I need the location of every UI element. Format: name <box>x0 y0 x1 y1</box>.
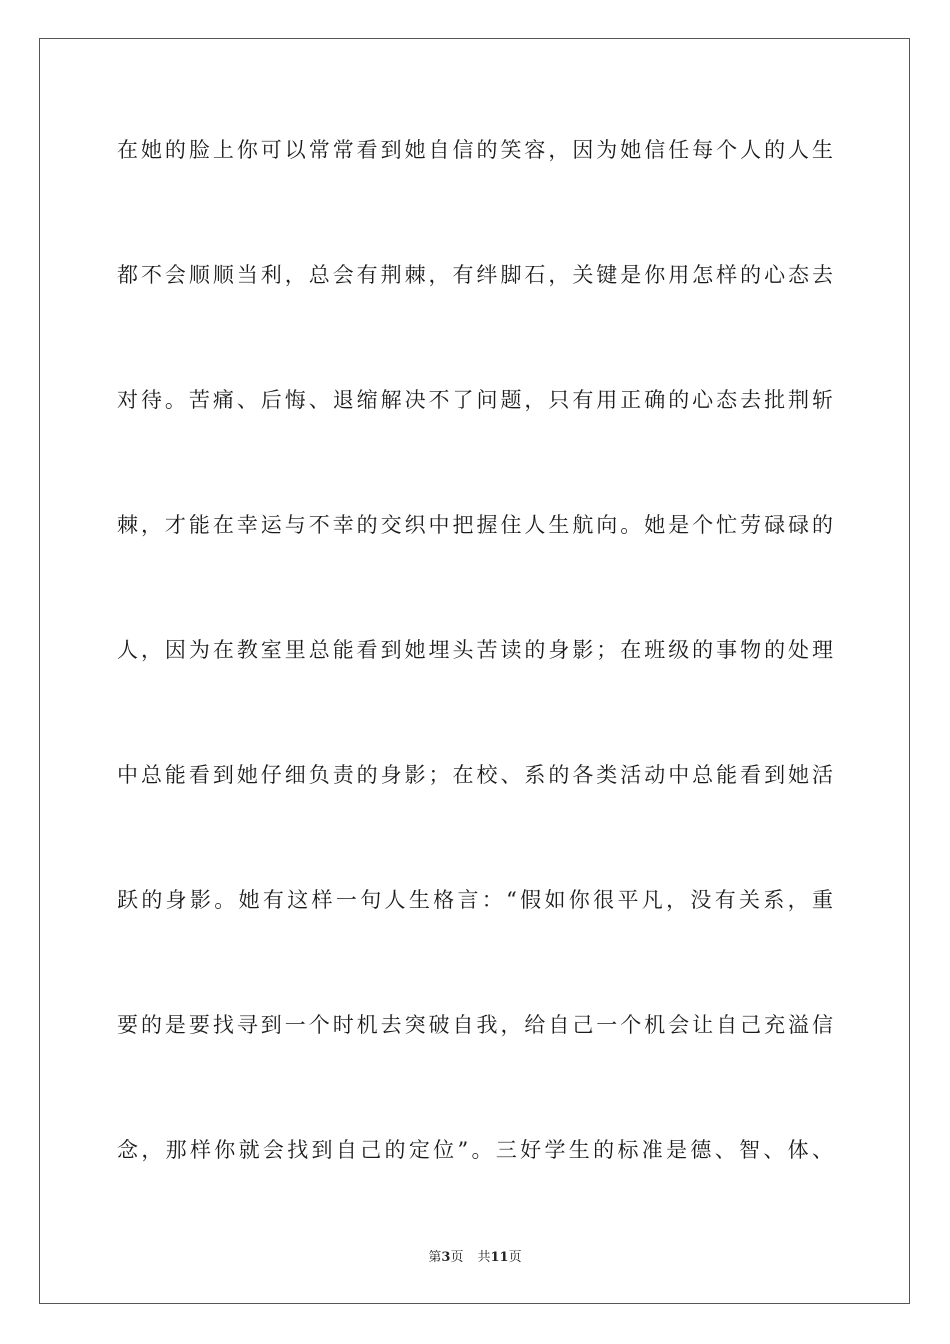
body-text-line-4: 棘，才能在幸运与不幸的交织中把握住人生航向。她是个忙劳碌碌的 <box>117 513 833 537</box>
page-number: 第3页 <box>428 1250 464 1265</box>
body-text-line-2: 都不会顺顺当利，总会有荆棘，有绊脚石，关键是你用怎样的心态去 <box>117 263 833 287</box>
body-text-line-6: 中总能看到她仔细负责的身影；在校、系的各类活动中总能看到她活 <box>117 763 833 787</box>
page-footer <box>0 1246 950 1265</box>
page-border <box>39 38 910 1304</box>
body-text-line-1: 在她的脸上你可以常常看到她自信的笑容，因为她信任每个人的人生 <box>117 138 833 162</box>
page-total: 共11页 <box>477 1250 522 1265</box>
body-text-line-3: 对待。苦痛、后悔、退缩解决不了问题，只有用正确的心态去批荆斩 <box>117 388 833 412</box>
body-text-line-7: 跃的身影。她有这样一句人生格言：“假如你很平凡，没有关系，重 <box>117 888 833 912</box>
body-text-line-8: 要的是要找寻到一个时机去突破自我，给自己一个机会让自己充溢信 <box>117 1013 833 1037</box>
body-text-line-5: 人，因为在教室里总能看到她埋头苦读的身影；在班级的事物的处理 <box>117 638 833 662</box>
body-text-line-9: 念，那样你就会找到自己的定位”。三好学生的标准是德、智、体、 <box>117 1138 833 1162</box>
